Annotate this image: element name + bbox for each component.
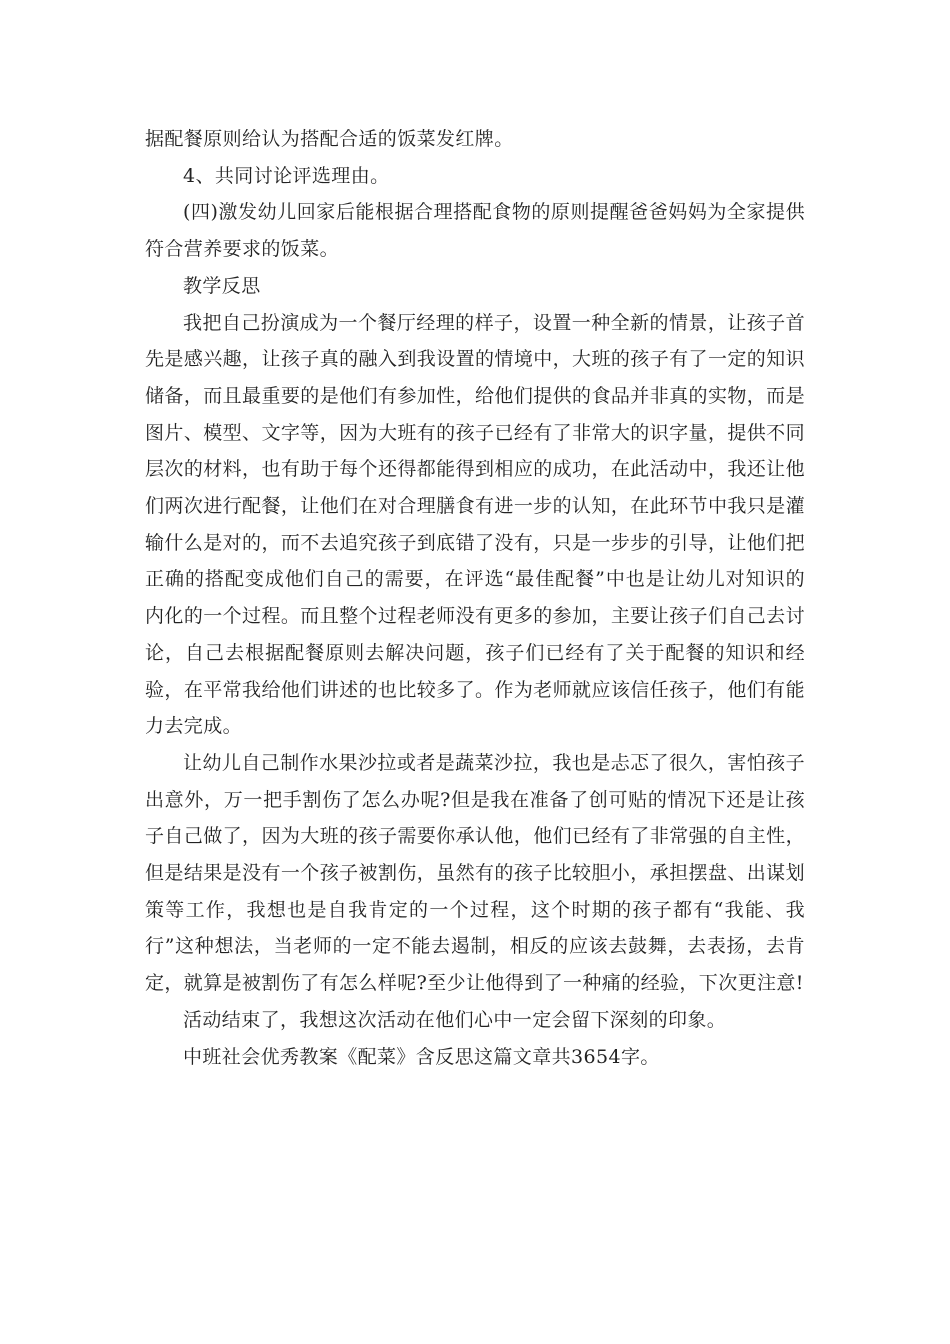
paragraph-award-rule: 据配餐原则给认为搭配合适的饭菜发红牌。 (145, 128, 514, 150)
paragraph-conclusion: 活动结束了，我想这次活动在他们心中一定会留下深刻的印象。 (183, 1008, 727, 1031)
paragraph-reflection-2: 让幼儿自己制作水果沙拉或者是蔬菜沙拉，我也是忐忑了很久，害怕孩子出意外，万一把手割伤了怎么办呢?但是我在准备了创可贴的情况下还是让孩子自己做了，因为大班的孩子需要你承认他，他们已经有了非常强的自主性，但是结果是没有一个孩子被割伤，虽然有的孩子比较胆小，承担摆盘、出谋划策等工作，我想也是自我肯定的一个过程，这个时期的孩子都有“我能、我行”这种想法，当老师的一定不能去遏制，相反的应该去鼓舞，去表扬，去肯定，就算是被割伤了有怎么样呢?至少让他得到了一种痛的经验，下次更注意! (145, 751, 805, 995)
paragraph-section-4: (四)激发幼儿回家后能根据合理搭配食物的原则提醒爸爸妈妈为全家提供符合营养要求的饭菜。 (145, 201, 805, 261)
paragraph-word-count: 中班社会优秀教案《配菜》含反思这篇文章共3654字。 (183, 1045, 660, 1068)
section-heading-reflection: 教学反思 (183, 274, 261, 297)
paragraph-reflection-1: 我把自己扮演成为一个餐厅经理的样子，设置一种全新的情景，让孩子首先是感兴趣，让孩子真的融入到我设置的情境中，大班的孩子有了一定的知识储备，而且最重要的是他们有参加性，给他们提供的食品并非真的实物，而是图片、模型、文字等，因为大班有的孩子已经有了非常大的识字量，提供不同层次的材料，也有助于每个还得都能得到相应的成功，在此活动中，我还让他们两次进行配餐，让他们在对合理膳食有进一步的认知，在此环节中我只是灌输什么是对的，而不去追究孩子到底错了没有，只是一步步的引导，让他们把正确的搭配变成他们自己的需要，在评选“最佳配餐”中也是让幼儿对知识的内化的一个过程。而且整个过程老师没有更多的参加，主要让孩子们自己去讨论，自己去根据配餐原则去解决问题，孩子们已经有了关于配餐的知识和经验，在平常我给他们讲述的也比较多了。作为老师就应该信任孩子，他们有能力去完成。 (145, 311, 805, 738)
paragraph-step-4: 4、共同讨论评选理由。 (183, 164, 390, 187)
document-body (145, 121, 805, 1075)
